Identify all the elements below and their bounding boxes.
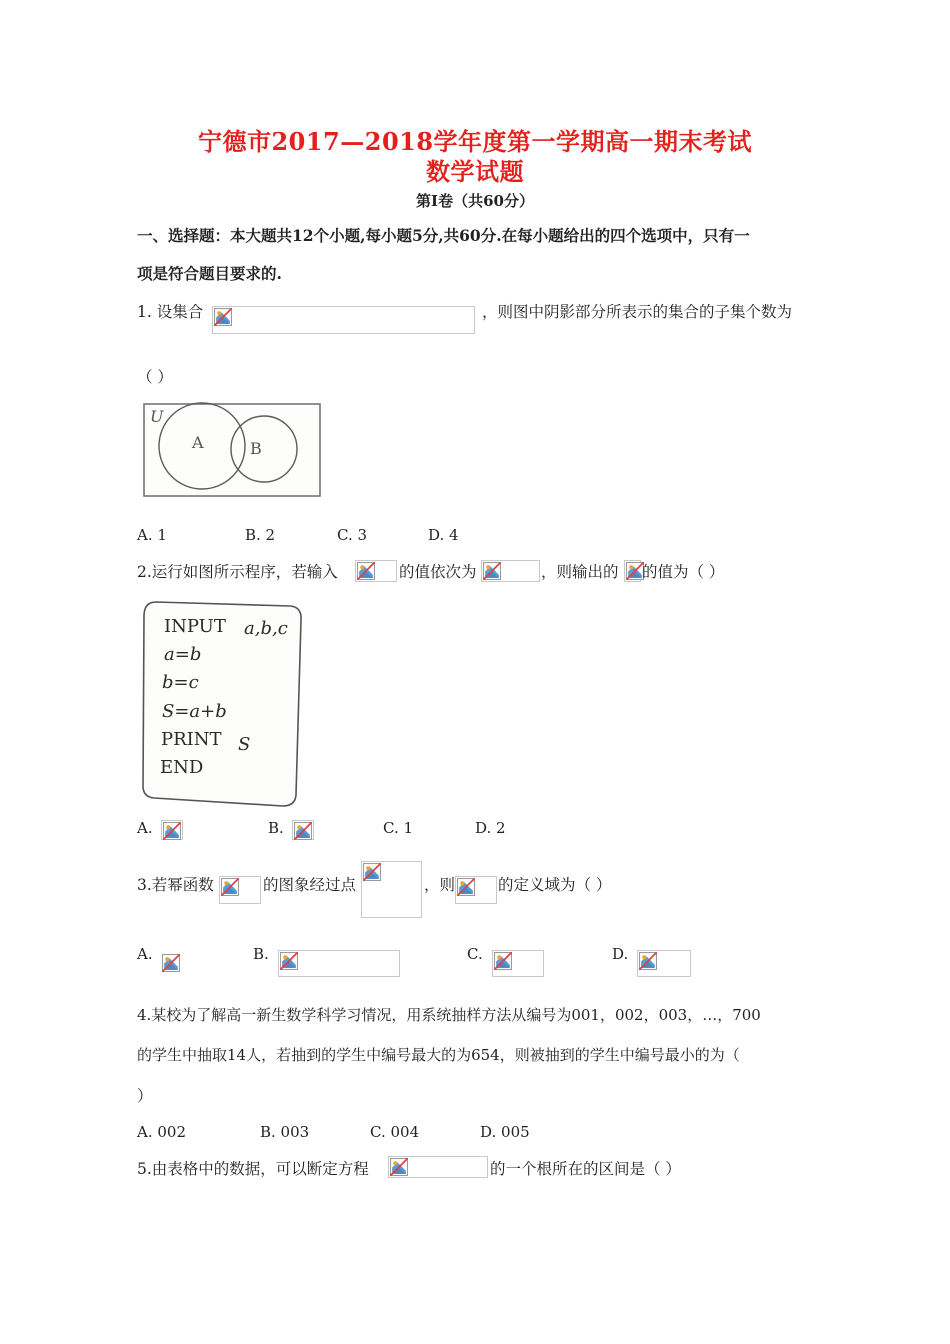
program-input-keyword: INPUT: [164, 616, 226, 637]
program-line-2: a=b: [164, 644, 202, 665]
question-2-prefix: 2.运行如图所示程序，若输入: [137, 563, 338, 581]
question-5-prefix: 5.由表格中的数据，可以断定方程: [137, 1160, 369, 1178]
formula-image-placeholder: [624, 560, 641, 582]
broken-image-icon: [357, 562, 375, 580]
program-line-4: S=a+b: [162, 701, 227, 722]
broken-image-icon: [162, 954, 180, 972]
formula-image-placeholder: [161, 953, 179, 973]
formula-image-placeholder: [388, 1156, 488, 1178]
venn-b-label: B: [250, 439, 262, 458]
question-2-text-2: ，则输出的: [541, 563, 619, 581]
q1-option-b: B. 2: [245, 526, 276, 544]
question-2-text-3: 的值为（ ）: [642, 563, 725, 581]
formula-image-placeholder: [292, 820, 314, 840]
q2-option-a: A.: [137, 819, 153, 837]
q3-option-b: B.: [253, 945, 269, 963]
broken-image-icon: [639, 952, 657, 970]
program-end-keyword: END: [160, 757, 204, 778]
q2-option-d: D. 2: [475, 819, 506, 837]
broken-image-icon: [280, 952, 298, 970]
question-4-line-1: 4.某校为了解高一新生数学科学习情况，用系统抽样方法从编号为001，002，003，…，700: [137, 1006, 761, 1024]
program-line-3: b=c: [162, 672, 199, 693]
q4-option-c: C. 004: [370, 1123, 420, 1141]
formula-image-placeholder: [481, 560, 540, 582]
broken-image-icon: [363, 863, 381, 881]
program-box: [140, 600, 300, 805]
program-input-args: a,b,c: [244, 618, 288, 639]
question-1-paren: （ ）: [137, 368, 173, 386]
formula-image-placeholder: [161, 820, 183, 840]
question-3-text-2: ，则: [424, 876, 456, 894]
q4-option-d: D. 005: [480, 1123, 530, 1141]
q1-option-d: D. 4: [428, 526, 459, 544]
formula-image-placeholder: [212, 306, 475, 334]
program-print-keyword: PRINT: [161, 729, 222, 750]
question-3-text-3: 的定义域为（ ）: [498, 876, 612, 894]
broken-image-icon: [163, 822, 181, 840]
section-instructions-cont: 项是符合题目要求的.: [137, 264, 282, 283]
part-title: 第Ⅰ卷（共60分）: [416, 192, 534, 210]
broken-image-icon: [214, 308, 232, 326]
broken-image-icon: [221, 878, 239, 896]
question-3-prefix: 3.若幂函数: [137, 876, 214, 894]
q3-option-a: A.: [137, 945, 153, 963]
broken-image-icon: [390, 1158, 408, 1176]
question-5-text: 的一个根所在的区间是（ ）: [490, 1160, 681, 1178]
question-2-text-1: 的值依次为: [399, 563, 477, 581]
formula-image-placeholder: [355, 560, 397, 582]
question-4-line-2: 的学生中抽取14人，若抽到的学生中编号最大的为654，则被抽到的学生中编号最小的为（: [137, 1046, 740, 1064]
question-1-text: ，则图中阴影部分所表示的集合的子集个数为: [482, 303, 793, 321]
q3-option-d: D.: [612, 945, 629, 963]
formula-image-placeholder: [455, 876, 497, 904]
formula-image-placeholder: [219, 876, 261, 904]
broken-image-icon: [494, 952, 512, 970]
formula-image-placeholder: [492, 950, 544, 977]
exam-title: 宁德市2017—2018学年度第一学期高一期末考试: [197, 127, 753, 156]
program-print-arg: S: [238, 734, 251, 755]
formula-image-placeholder: [361, 861, 422, 918]
question-1-prefix: 1. 设集合: [137, 303, 204, 321]
section-instructions: 一、选择题：本大题共12个小题,每小题5分,共60分.在每小题给出的四个选项中，只有一: [137, 226, 750, 245]
venn-a-label: A: [192, 433, 204, 452]
q4-option-a: A. 002: [137, 1123, 186, 1141]
broken-image-icon: [457, 878, 475, 896]
q4-option-b: B. 003: [260, 1123, 310, 1141]
venn-diagram: [140, 400, 325, 500]
question-4-line-3: ）: [137, 1087, 153, 1105]
formula-image-placeholder: [278, 950, 400, 977]
venn-u-label: U: [150, 407, 164, 426]
question-3-text-1: 的图象经过点: [263, 876, 357, 894]
q3-option-c: C.: [467, 945, 483, 963]
q1-option-c: C. 3: [337, 526, 368, 544]
formula-image-placeholder: [637, 950, 691, 977]
broken-image-icon: [483, 562, 501, 580]
broken-image-icon: [294, 822, 312, 840]
q2-option-b: B.: [268, 819, 284, 837]
q1-option-a: A. 1: [137, 526, 167, 544]
exam-subject-title: 数学试题: [426, 157, 524, 186]
q2-option-c: C. 1: [383, 819, 414, 837]
